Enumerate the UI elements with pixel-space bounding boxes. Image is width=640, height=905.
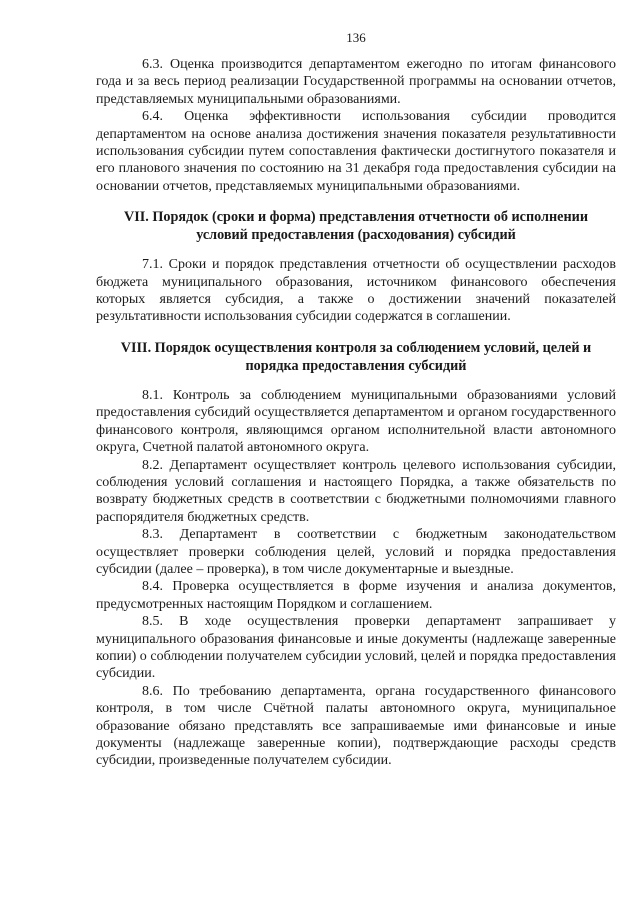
- paragraph-6-4: 6.4. Оценка эффективности использования субсидии проводится департаментом на основе анализа достижения значения показателя результативности использования субсидии путем сопоставления фактически достигнутого показателя и его планового значения по состоянию на 31 декабря года предоставления субсидии на основании отчетов, представляемых муниципальными образованиями.: [96, 109, 616, 194]
- paragraph-8-5: 8.5. В ходе осуществления проверки департамент запрашивает у муниципального образования финансовые и иные документы (надлежаще заверенные копии) о соблюдении получателем субсидии условий, целей и порядка предоставления субсидии.: [96, 614, 616, 682]
- page-number: 136: [346, 30, 366, 45]
- paragraph-8-1: 8.1. Контроль за соблюдением муниципальными образованиями условий предоставления субсидий осуществляется департаментом и органом государственного финансового контроля, являющимся органом исполнительной власти автономного округа, Счетной палатой автономного округа.: [96, 387, 616, 456]
- paragraph-8-6: 8.6. По требованию департамента, органа государственного финансового контроля, в том числе Счётной палаты автономного округа, муниципальное образование обязано представлять все запрашиваемые ими финансовые и иные документы (надлежаще заверенные копии), подтверждающие расходы средств субсидии, произведенные получателем субсидии.: [96, 683, 616, 769]
- paragraph-8-4: 8.4. Проверка осуществляется в форме изучения и анализа документов, предусмотренных настоящим Порядком и соглашением.: [96, 579, 616, 612]
- paragraph-6-3: 6.3. Оценка производится департаментом ежегодно по итогам финансового года и за весь период реализации Государственной программы на основании отчетов, представляемых муниципальными образованиями.: [96, 57, 616, 107]
- section-heading-viii: VIII. Порядок осуществления контроля за соблюдением условий, целей и порядка предоставления субсидий: [120, 339, 592, 374]
- paragraph-8-2: 8.2. Департамент осуществляет контроль целевого использования субсидии, соблюдения условий соглашения и настоящего Порядка, а также обязательств по возврату бюджетных средств в соответствии с бюджетными полномочиями главного распорядителя бюджетных средств.: [96, 457, 616, 525]
- paragraph-8-3: 8.3. Департамент в соответствии с бюджетным законодательством осуществляет проверки соблюдения целей, условий и порядка предоставления субсидии (далее – проверка), в том числе документарные и выездные.: [96, 527, 616, 577]
- section-heading-vii: VII. Порядок (сроки и форма) представления отчетности об исполнении условий предоставления (расходования) субсидий: [123, 209, 589, 244]
- paragraph-7-1: 7.1. Сроки и порядок представления отчетности об осуществлении расходов бюджета муниципального образования, источником финансового обеспечения которых является субсидия, а также о достижении значений показателей результативности использования субсидии содержатся в соглашении.: [96, 257, 616, 325]
- document-page: [96, 30, 616, 770]
